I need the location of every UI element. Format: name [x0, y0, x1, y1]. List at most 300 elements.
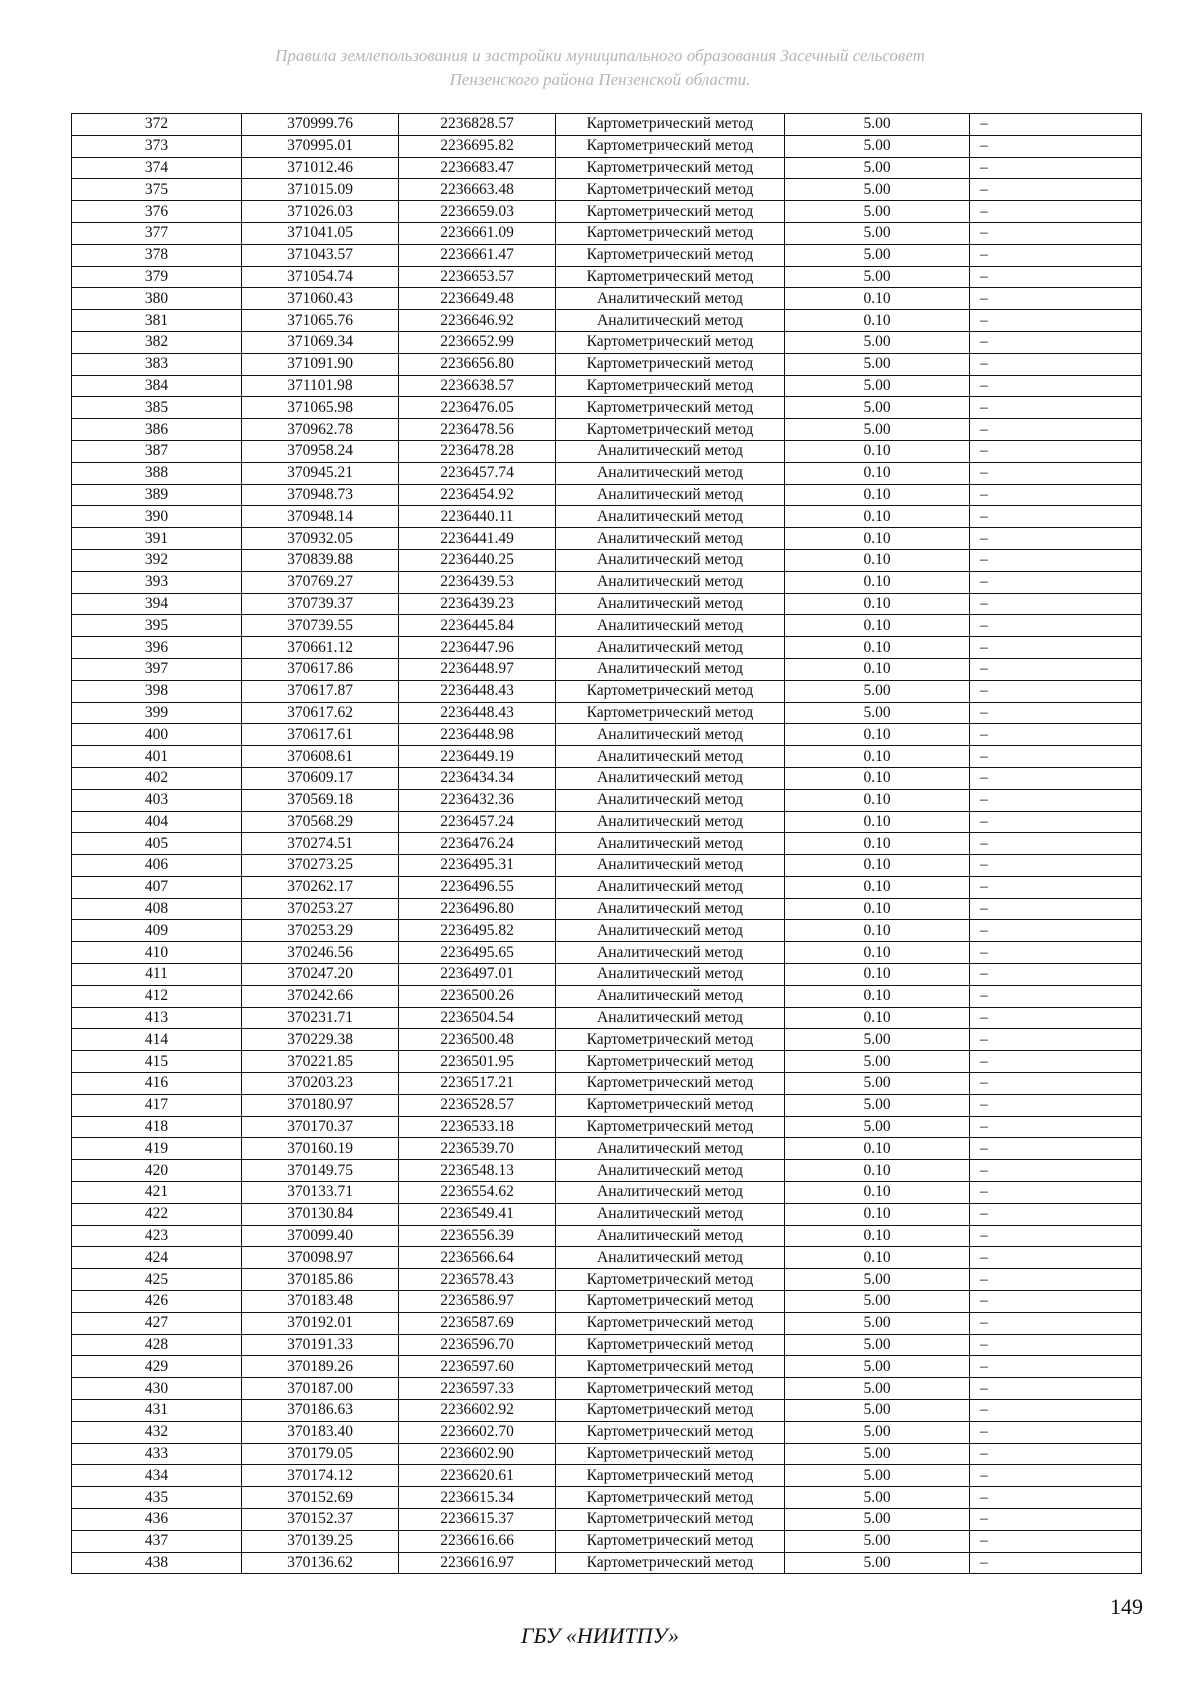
method-cell: Картометрический метод	[556, 157, 785, 179]
method-cell: Аналитический метод	[556, 506, 785, 528]
point-number-cell: 437	[72, 1530, 242, 1552]
y-coordinate-cell: 2236602.70	[399, 1421, 556, 1443]
y-coordinate-cell: 2236656.80	[399, 353, 556, 375]
table-row	[72, 1203, 1142, 1225]
x-coordinate-cell: 370945.21	[242, 462, 399, 484]
table-row	[72, 767, 1142, 789]
accuracy-cell: 5.00	[785, 353, 970, 375]
y-coordinate-cell: 2236620.61	[399, 1465, 556, 1487]
point-number-cell: 389	[72, 484, 242, 506]
method-cell: Аналитический метод	[556, 1160, 785, 1182]
x-coordinate-cell: 370192.01	[242, 1312, 399, 1334]
y-coordinate-cell: 2236476.05	[399, 397, 556, 419]
y-coordinate-cell: 2236448.97	[399, 658, 556, 680]
table-row	[72, 1269, 1142, 1291]
y-coordinate-cell: 2236566.64	[399, 1247, 556, 1269]
note-cell: –	[970, 353, 1142, 375]
x-coordinate-cell: 370246.56	[242, 942, 399, 964]
table-row	[72, 1029, 1142, 1051]
point-number-cell: 391	[72, 528, 242, 550]
table-row	[72, 1509, 1142, 1531]
method-cell: Картометрический метод	[556, 179, 785, 201]
coordinates-table-body	[72, 114, 1142, 1574]
point-number-cell: 382	[72, 331, 242, 353]
note-cell: –	[970, 1203, 1142, 1225]
running-header	[0, 44, 1200, 92]
x-coordinate-cell: 370253.27	[242, 898, 399, 920]
method-cell: Аналитический метод	[556, 549, 785, 571]
y-coordinate-cell: 2236695.82	[399, 135, 556, 157]
table-row	[72, 1465, 1142, 1487]
method-cell: Картометрический метод	[556, 1312, 785, 1334]
table-row	[72, 1291, 1142, 1313]
point-number-cell: 427	[72, 1312, 242, 1334]
x-coordinate-cell: 371041.05	[242, 222, 399, 244]
note-cell: –	[970, 637, 1142, 659]
accuracy-cell: 5.00	[785, 1073, 970, 1095]
point-number-cell: 397	[72, 658, 242, 680]
method-cell: Картометрический метод	[556, 702, 785, 724]
point-number-cell: 374	[72, 157, 242, 179]
method-cell: Аналитический метод	[556, 1182, 785, 1204]
y-coordinate-cell: 2236828.57	[399, 114, 556, 136]
table-row	[72, 397, 1142, 419]
table-row	[72, 506, 1142, 528]
point-number-cell: 426	[72, 1291, 242, 1313]
table-row	[72, 135, 1142, 157]
point-number-cell: 422	[72, 1203, 242, 1225]
method-cell: Картометрический метод	[556, 244, 785, 266]
accuracy-cell: 0.10	[785, 964, 970, 986]
method-cell: Аналитический метод	[556, 571, 785, 593]
table-row	[72, 353, 1142, 375]
accuracy-cell: 5.00	[785, 1356, 970, 1378]
point-number-cell: 376	[72, 201, 242, 223]
point-number-cell: 430	[72, 1378, 242, 1400]
note-cell: –	[970, 985, 1142, 1007]
x-coordinate-cell: 370203.23	[242, 1073, 399, 1095]
table-row	[72, 1225, 1142, 1247]
note-cell: –	[970, 1312, 1142, 1334]
point-number-cell: 420	[72, 1160, 242, 1182]
note-cell: –	[970, 114, 1142, 136]
x-coordinate-cell: 370247.20	[242, 964, 399, 986]
x-coordinate-cell: 370739.55	[242, 615, 399, 637]
note-cell: –	[970, 1400, 1142, 1422]
method-cell: Картометрический метод	[556, 135, 785, 157]
accuracy-cell: 5.00	[785, 397, 970, 419]
point-number-cell: 425	[72, 1269, 242, 1291]
table-row	[72, 1530, 1142, 1552]
y-coordinate-cell: 2236496.55	[399, 876, 556, 898]
point-number-cell: 395	[72, 615, 242, 637]
y-coordinate-cell: 2236616.97	[399, 1552, 556, 1574]
x-coordinate-cell: 371101.98	[242, 375, 399, 397]
accuracy-cell: 0.10	[785, 1247, 970, 1269]
point-number-cell: 373	[72, 135, 242, 157]
method-cell: Аналитический метод	[556, 767, 785, 789]
table-row	[72, 1552, 1142, 1574]
method-cell: Картометрический метод	[556, 1269, 785, 1291]
point-number-cell: 396	[72, 637, 242, 659]
table-row	[72, 1160, 1142, 1182]
y-coordinate-cell: 2236638.57	[399, 375, 556, 397]
y-coordinate-cell: 2236454.92	[399, 484, 556, 506]
x-coordinate-cell: 371091.90	[242, 353, 399, 375]
method-cell: Аналитический метод	[556, 985, 785, 1007]
table-row	[72, 1487, 1142, 1509]
accuracy-cell: 0.10	[785, 571, 970, 593]
note-cell: –	[970, 920, 1142, 942]
method-cell: Аналитический метод	[556, 310, 785, 332]
table-row	[72, 964, 1142, 986]
y-coordinate-cell: 2236457.24	[399, 811, 556, 833]
accuracy-cell: 0.10	[785, 833, 970, 855]
note-cell: –	[970, 1094, 1142, 1116]
point-number-cell: 392	[72, 549, 242, 571]
point-number-cell: 423	[72, 1225, 242, 1247]
note-cell: –	[970, 549, 1142, 571]
point-number-cell: 436	[72, 1509, 242, 1531]
y-coordinate-cell: 2236615.34	[399, 1487, 556, 1509]
x-coordinate-cell: 370995.01	[242, 135, 399, 157]
table-row	[72, 571, 1142, 593]
x-coordinate-cell: 370187.00	[242, 1378, 399, 1400]
table-row	[72, 1247, 1142, 1269]
accuracy-cell: 5.00	[785, 222, 970, 244]
y-coordinate-cell: 2236586.97	[399, 1291, 556, 1313]
method-cell: Аналитический метод	[556, 440, 785, 462]
point-number-cell: 398	[72, 680, 242, 702]
accuracy-cell: 0.10	[785, 767, 970, 789]
x-coordinate-cell: 370948.73	[242, 484, 399, 506]
x-coordinate-cell: 370617.87	[242, 680, 399, 702]
x-coordinate-cell: 370617.62	[242, 702, 399, 724]
x-coordinate-cell: 370608.61	[242, 746, 399, 768]
note-cell: –	[970, 506, 1142, 528]
note-cell: –	[970, 331, 1142, 353]
accuracy-cell: 5.00	[785, 331, 970, 353]
y-coordinate-cell: 2236661.47	[399, 244, 556, 266]
point-number-cell: 401	[72, 746, 242, 768]
point-number-cell: 402	[72, 767, 242, 789]
point-number-cell: 414	[72, 1029, 242, 1051]
note-cell: –	[970, 1269, 1142, 1291]
table-row	[72, 593, 1142, 615]
x-coordinate-cell: 370229.38	[242, 1029, 399, 1051]
method-cell: Картометрический метод	[556, 1552, 785, 1574]
accuracy-cell: 0.10	[785, 484, 970, 506]
x-coordinate-cell: 370962.78	[242, 419, 399, 441]
y-coordinate-cell: 2236587.69	[399, 1312, 556, 1334]
table-row	[72, 1421, 1142, 1443]
x-coordinate-cell: 371012.46	[242, 157, 399, 179]
accuracy-cell: 0.10	[785, 1182, 970, 1204]
method-cell: Картометрический метод	[556, 1291, 785, 1313]
point-number-cell: 416	[72, 1073, 242, 1095]
note-cell: –	[970, 767, 1142, 789]
y-coordinate-cell: 2236578.43	[399, 1269, 556, 1291]
note-cell: –	[970, 615, 1142, 637]
accuracy-cell: 0.10	[785, 1007, 970, 1029]
point-number-cell: 409	[72, 920, 242, 942]
y-coordinate-cell: 2236439.53	[399, 571, 556, 593]
table-row	[72, 179, 1142, 201]
y-coordinate-cell: 2236495.82	[399, 920, 556, 942]
point-number-cell: 417	[72, 1094, 242, 1116]
x-coordinate-cell: 370098.97	[242, 1247, 399, 1269]
point-number-cell: 411	[72, 964, 242, 986]
table-row	[72, 266, 1142, 288]
method-cell: Картометрический метод	[556, 222, 785, 244]
note-cell: –	[970, 157, 1142, 179]
point-number-cell: 378	[72, 244, 242, 266]
table-row	[72, 1094, 1142, 1116]
method-cell: Картометрический метод	[556, 419, 785, 441]
accuracy-cell: 0.10	[785, 855, 970, 877]
point-number-cell: 408	[72, 898, 242, 920]
y-coordinate-cell: 2236596.70	[399, 1334, 556, 1356]
point-number-cell: 372	[72, 114, 242, 136]
y-coordinate-cell: 2236478.28	[399, 440, 556, 462]
table-row	[72, 484, 1142, 506]
x-coordinate-cell: 370948.14	[242, 506, 399, 528]
table-row	[72, 440, 1142, 462]
accuracy-cell: 0.10	[785, 1225, 970, 1247]
method-cell: Аналитический метод	[556, 855, 785, 877]
method-cell: Картометрический метод	[556, 201, 785, 223]
note-cell: –	[970, 658, 1142, 680]
accuracy-cell: 0.10	[785, 1203, 970, 1225]
y-coordinate-cell: 2236501.95	[399, 1051, 556, 1073]
point-number-cell: 383	[72, 353, 242, 375]
accuracy-cell: 5.00	[785, 1378, 970, 1400]
table-row	[72, 724, 1142, 746]
x-coordinate-cell: 371065.98	[242, 397, 399, 419]
note-cell: –	[970, 746, 1142, 768]
table-row	[72, 658, 1142, 680]
note-cell: –	[970, 789, 1142, 811]
point-number-cell: 384	[72, 375, 242, 397]
method-cell: Аналитический метод	[556, 637, 785, 659]
y-coordinate-cell: 2236616.66	[399, 1530, 556, 1552]
accuracy-cell: 0.10	[785, 549, 970, 571]
method-cell: Картометрический метод	[556, 1094, 785, 1116]
accuracy-cell: 5.00	[785, 1312, 970, 1334]
method-cell: Картометрический метод	[556, 1029, 785, 1051]
note-cell: –	[970, 201, 1142, 223]
accuracy-cell: 5.00	[785, 157, 970, 179]
y-coordinate-cell: 2236556.39	[399, 1225, 556, 1247]
accuracy-cell: 0.10	[785, 528, 970, 550]
table-row	[72, 833, 1142, 855]
accuracy-cell: 5.00	[785, 114, 970, 136]
y-coordinate-cell: 2236649.48	[399, 288, 556, 310]
x-coordinate-cell: 370617.86	[242, 658, 399, 680]
x-coordinate-cell: 370152.37	[242, 1509, 399, 1531]
point-number-cell: 415	[72, 1051, 242, 1073]
table-row	[72, 702, 1142, 724]
accuracy-cell: 5.00	[785, 1094, 970, 1116]
note-cell: –	[970, 462, 1142, 484]
method-cell: Картометрический метод	[556, 680, 785, 702]
note-cell: –	[970, 1225, 1142, 1247]
table-row	[72, 462, 1142, 484]
accuracy-cell: 5.00	[785, 1269, 970, 1291]
x-coordinate-cell: 370839.88	[242, 549, 399, 571]
accuracy-cell: 0.10	[785, 637, 970, 659]
x-coordinate-cell: 370189.26	[242, 1356, 399, 1378]
x-coordinate-cell: 370180.97	[242, 1094, 399, 1116]
point-number-cell: 399	[72, 702, 242, 724]
accuracy-cell: 0.10	[785, 593, 970, 615]
accuracy-cell: 0.10	[785, 920, 970, 942]
y-coordinate-cell: 2236434.34	[399, 767, 556, 789]
point-number-cell: 412	[72, 985, 242, 1007]
note-cell: –	[970, 244, 1142, 266]
x-coordinate-cell: 370932.05	[242, 528, 399, 550]
accuracy-cell: 5.00	[785, 135, 970, 157]
table-row	[72, 244, 1142, 266]
method-cell: Картометрический метод	[556, 375, 785, 397]
accuracy-cell: 5.00	[785, 1116, 970, 1138]
point-number-cell: 394	[72, 593, 242, 615]
table-row	[72, 419, 1142, 441]
y-coordinate-cell: 2236447.96	[399, 637, 556, 659]
point-number-cell: 385	[72, 397, 242, 419]
x-coordinate-cell: 370617.61	[242, 724, 399, 746]
x-coordinate-cell: 370183.40	[242, 1421, 399, 1443]
table-row	[72, 375, 1142, 397]
point-number-cell: 400	[72, 724, 242, 746]
point-number-cell: 380	[72, 288, 242, 310]
method-cell: Картометрический метод	[556, 1378, 785, 1400]
y-coordinate-cell: 2236661.09	[399, 222, 556, 244]
point-number-cell: 407	[72, 876, 242, 898]
method-cell: Картометрический метод	[556, 1116, 785, 1138]
note-cell: –	[970, 1116, 1142, 1138]
method-cell: Картометрический метод	[556, 1465, 785, 1487]
method-cell: Картометрический метод	[556, 1487, 785, 1509]
note-cell: –	[970, 484, 1142, 506]
note-cell: –	[970, 1530, 1142, 1552]
note-cell: –	[970, 898, 1142, 920]
table-row	[72, 920, 1142, 942]
y-coordinate-cell: 2236432.36	[399, 789, 556, 811]
x-coordinate-cell: 370274.51	[242, 833, 399, 855]
y-coordinate-cell: 2236554.62	[399, 1182, 556, 1204]
point-number-cell: 388	[72, 462, 242, 484]
x-coordinate-cell: 370152.69	[242, 1487, 399, 1509]
x-coordinate-cell: 370769.27	[242, 571, 399, 593]
note-cell: –	[970, 724, 1142, 746]
point-number-cell: 381	[72, 310, 242, 332]
table-row	[72, 1073, 1142, 1095]
accuracy-cell: 5.00	[785, 375, 970, 397]
method-cell: Картометрический метод	[556, 1509, 785, 1531]
x-coordinate-cell: 371060.43	[242, 288, 399, 310]
note-cell: –	[970, 397, 1142, 419]
y-coordinate-cell: 2236615.37	[399, 1509, 556, 1531]
note-cell: –	[970, 855, 1142, 877]
y-coordinate-cell: 2236441.49	[399, 528, 556, 550]
point-number-cell: 434	[72, 1465, 242, 1487]
point-number-cell: 410	[72, 942, 242, 964]
point-number-cell: 418	[72, 1116, 242, 1138]
accuracy-cell: 0.10	[785, 615, 970, 637]
accuracy-cell: 5.00	[785, 1334, 970, 1356]
y-coordinate-cell: 2236653.57	[399, 266, 556, 288]
table-row	[72, 1312, 1142, 1334]
note-cell: –	[970, 440, 1142, 462]
note-cell: –	[970, 419, 1142, 441]
y-coordinate-cell: 2236445.84	[399, 615, 556, 637]
y-coordinate-cell: 2236549.41	[399, 1203, 556, 1225]
table-row	[72, 985, 1142, 1007]
note-cell: –	[970, 593, 1142, 615]
note-cell: –	[970, 1182, 1142, 1204]
x-coordinate-cell: 370262.17	[242, 876, 399, 898]
point-number-cell: 421	[72, 1182, 242, 1204]
method-cell: Аналитический метод	[556, 615, 785, 637]
accuracy-cell: 0.10	[785, 985, 970, 1007]
table-row	[72, 222, 1142, 244]
x-coordinate-cell: 370170.37	[242, 1116, 399, 1138]
table-row	[72, 1182, 1142, 1204]
point-number-cell: 435	[72, 1487, 242, 1509]
method-cell: Аналитический метод	[556, 833, 785, 855]
y-coordinate-cell: 2236448.98	[399, 724, 556, 746]
table-row	[72, 876, 1142, 898]
accuracy-cell: 5.00	[785, 1400, 970, 1422]
note-cell: –	[970, 1356, 1142, 1378]
x-coordinate-cell: 370273.25	[242, 855, 399, 877]
note-cell: –	[970, 528, 1142, 550]
table-row	[72, 114, 1142, 136]
accuracy-cell: 5.00	[785, 1530, 970, 1552]
x-coordinate-cell: 370958.24	[242, 440, 399, 462]
table-row	[72, 680, 1142, 702]
y-coordinate-cell: 2236597.60	[399, 1356, 556, 1378]
note-cell: –	[970, 1421, 1142, 1443]
table-row	[72, 746, 1142, 768]
x-coordinate-cell: 371043.57	[242, 244, 399, 266]
accuracy-cell: 0.10	[785, 658, 970, 680]
table-row	[72, 1007, 1142, 1029]
note-cell: –	[970, 266, 1142, 288]
point-number-cell: 406	[72, 855, 242, 877]
y-coordinate-cell: 2236528.57	[399, 1094, 556, 1116]
method-cell: Аналитический метод	[556, 593, 785, 615]
method-cell: Аналитический метод	[556, 746, 785, 768]
point-number-cell: 429	[72, 1356, 242, 1378]
note-cell: –	[970, 964, 1142, 986]
point-number-cell: 386	[72, 419, 242, 441]
point-number-cell: 413	[72, 1007, 242, 1029]
note-cell: –	[970, 571, 1142, 593]
x-coordinate-cell: 371026.03	[242, 201, 399, 223]
method-cell: Картометрический метод	[556, 331, 785, 353]
x-coordinate-cell: 370183.48	[242, 1291, 399, 1313]
y-coordinate-cell: 2236497.01	[399, 964, 556, 986]
method-cell: Аналитический метод	[556, 528, 785, 550]
note-cell: –	[970, 1487, 1142, 1509]
header-line-1: Правила землепользования и застройки муниципального образования Засечный сельсовет	[275, 46, 925, 65]
note-cell: –	[970, 1247, 1142, 1269]
x-coordinate-cell: 370130.84	[242, 1203, 399, 1225]
point-number-cell: 387	[72, 440, 242, 462]
accuracy-cell: 5.00	[785, 244, 970, 266]
